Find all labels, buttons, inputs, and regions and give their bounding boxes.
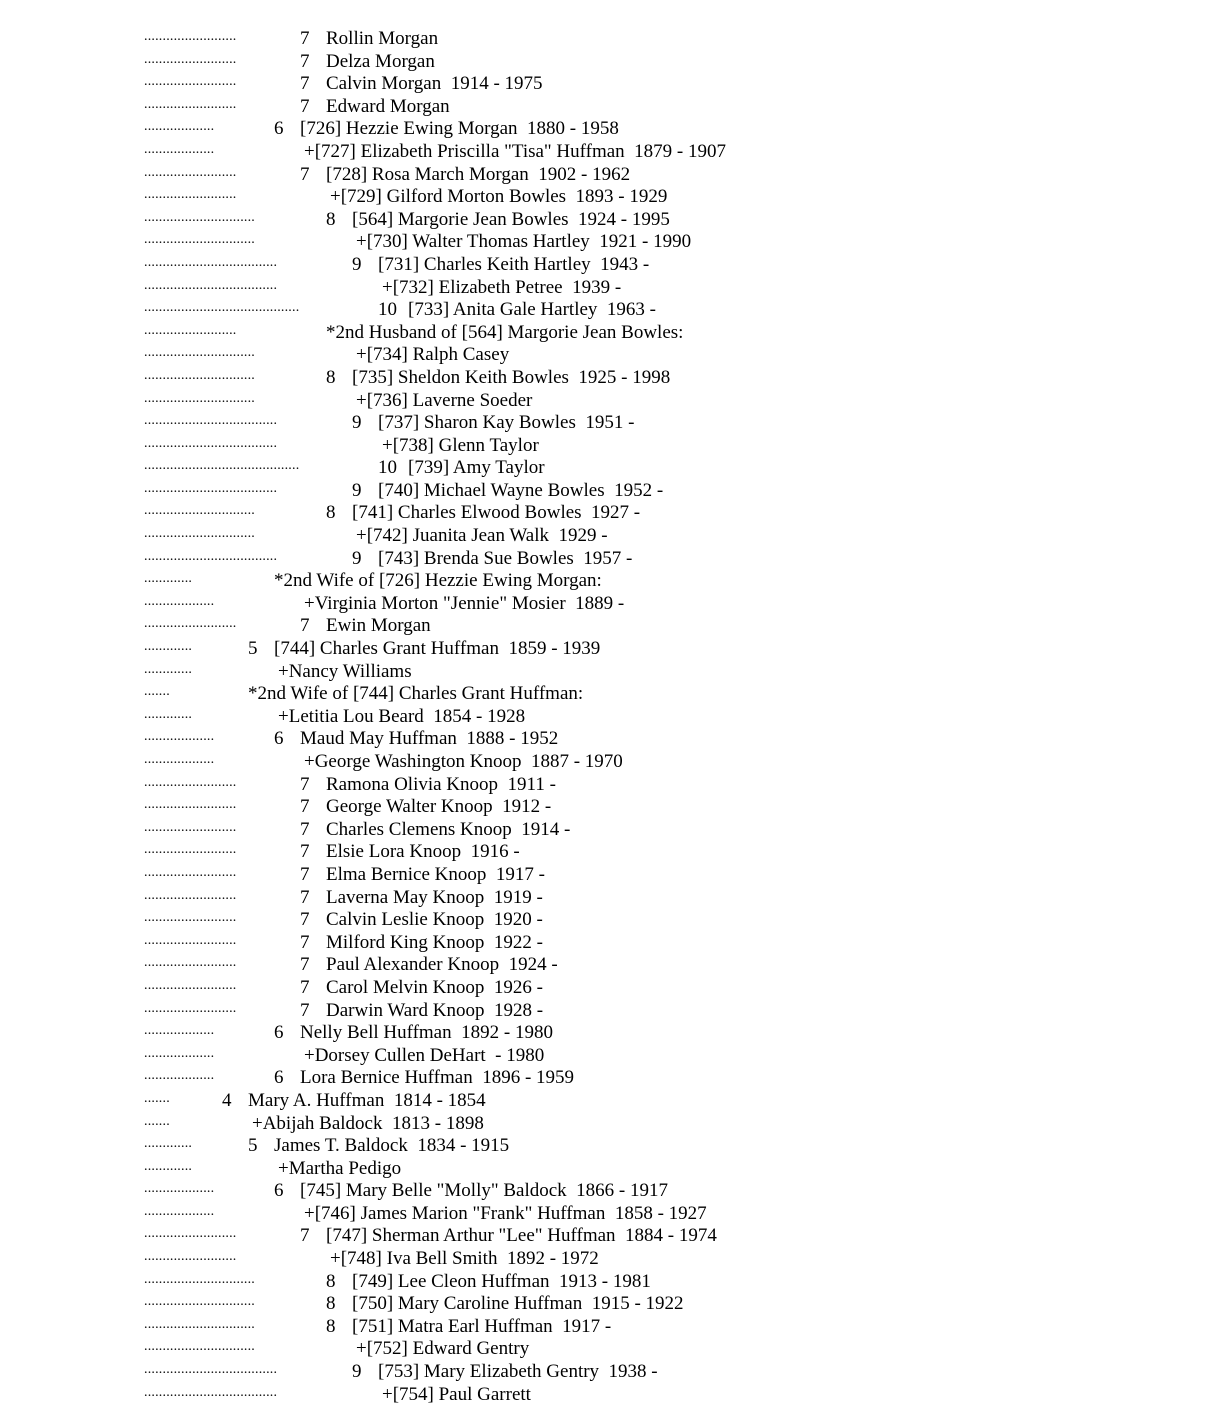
descendant-line — [0, 1135, 1221, 1158]
dot-leader: ................... — [144, 593, 215, 609]
dot-leader: ............. — [144, 1136, 193, 1152]
spouse-line — [0, 277, 1221, 300]
dot-leader: ......................... — [144, 1226, 237, 1242]
person-name: Carol Melvin Knoop 1926 - — [326, 976, 543, 998]
person-name: Mary A. Huffman 1814 - 1854 — [248, 1089, 486, 1111]
spouse-line — [0, 1384, 1221, 1407]
spouse-line — [0, 661, 1221, 684]
dot-leader: ................... — [144, 1023, 215, 1039]
generation-number: 10 — [378, 457, 397, 479]
person-name: Lora Bernice Huffman 1896 - 1959 — [300, 1067, 575, 1089]
descendant-line — [0, 819, 1221, 842]
descendant-line — [0, 457, 1221, 480]
spouse-name: +[736] Laverne Soeder — [356, 389, 533, 411]
dot-leader: .................................... — [144, 413, 278, 429]
descendant-report — [0, 28, 1221, 1406]
generation-number: 9 — [352, 479, 362, 501]
descendant-line — [0, 96, 1221, 119]
dot-leader: ......................... — [144, 864, 237, 880]
dot-leader: .............................. — [144, 1339, 255, 1355]
generation-number: 7 — [300, 73, 310, 95]
dot-leader: ....... — [144, 684, 170, 700]
spouse-name: +[734] Ralph Casey — [356, 344, 510, 366]
generation-number: 7 — [300, 976, 310, 998]
person-name: [751] Matra Earl Huffman 1917 - — [352, 1315, 612, 1337]
dot-leader: ......................... — [144, 616, 237, 632]
spouse-name: +[730] Walter Thomas Hartley 1921 - 1990 — [356, 231, 692, 253]
generation-number: 7 — [300, 999, 310, 1021]
descendant-line — [0, 209, 1221, 232]
generation-number: 7 — [300, 841, 310, 863]
person-name: Maud May Huffman 1888 - 1952 — [300, 728, 559, 750]
dot-leader: ......................... — [144, 164, 237, 180]
person-name: [737] Sharon Kay Bowles 1951 - — [378, 412, 635, 434]
descendant-line — [0, 615, 1221, 638]
note-line — [0, 683, 1221, 706]
generation-number: 7 — [300, 95, 310, 117]
spouse-line — [0, 390, 1221, 413]
descendant-line — [0, 796, 1221, 819]
person-name: James T. Baldock 1834 - 1915 — [274, 1135, 510, 1157]
dot-leader: .................................... — [144, 480, 278, 496]
spouse-line — [0, 525, 1221, 548]
dot-leader: .................................... — [144, 254, 278, 270]
descendant-line — [0, 954, 1221, 977]
spouse-name: +Dorsey Cullen DeHart - 1980 — [304, 1044, 545, 1066]
dot-leader: ................... — [144, 729, 215, 745]
descendant-line — [0, 118, 1221, 141]
generation-number: 7 — [300, 28, 310, 49]
dot-leader: ....... — [144, 1113, 170, 1129]
person-name: Elsie Lora Knoop 1916 - — [326, 841, 520, 863]
generation-number: 5 — [248, 1135, 258, 1157]
dot-leader: ......................... — [144, 774, 237, 790]
dot-leader: .......................................... — [144, 458, 300, 474]
descendant-line — [0, 1271, 1221, 1294]
spouse-line — [0, 1203, 1221, 1226]
dot-leader: .............................. — [144, 209, 255, 225]
spouse-line — [0, 231, 1221, 254]
generation-number: 7 — [300, 163, 310, 185]
dot-leader: ............. — [144, 706, 193, 722]
dot-leader: .............................. — [144, 1316, 255, 1332]
spouse-name: +[746] James Marion "Frank" Huffman 1858 - 1927 — [304, 1202, 707, 1224]
descendant-line — [0, 1022, 1221, 1045]
note-line — [0, 570, 1221, 593]
generation-number: 9 — [352, 412, 362, 434]
person-name: [733] Anita Gale Hartley 1963 - — [408, 299, 656, 321]
descendant-line — [0, 1316, 1221, 1339]
generation-number: 6 — [274, 118, 284, 140]
generation-number: 9 — [352, 1361, 362, 1383]
person-name: Calvin Morgan 1914 - 1975 — [326, 73, 543, 95]
dot-leader: ......................... — [144, 910, 237, 926]
generation-number: 8 — [326, 366, 336, 388]
dot-leader: .................................... — [144, 548, 278, 564]
generation-number: 6 — [274, 728, 284, 750]
generation-number: 7 — [300, 818, 310, 840]
generation-number: 8 — [326, 208, 336, 230]
descendant-line — [0, 887, 1221, 910]
dot-leader: ......................... — [144, 887, 237, 903]
person-name: [564] Margorie Jean Bowles 1924 - 1995 — [352, 208, 670, 230]
spouse-line — [0, 1338, 1221, 1361]
descendant-line — [0, 367, 1221, 390]
spouse-line — [0, 1113, 1221, 1136]
dot-leader: ......................... — [144, 29, 237, 44]
generation-number: 7 — [300, 931, 310, 953]
person-name: [735] Sheldon Keith Bowles 1925 - 1998 — [352, 366, 671, 388]
person-name: Rollin Morgan — [326, 28, 439, 49]
spouse-name: +[752] Edward Gentry — [356, 1338, 530, 1360]
descendant-line — [0, 1090, 1221, 1113]
dot-leader: ................... — [144, 1068, 215, 1084]
descendant-line — [0, 1000, 1221, 1023]
dot-leader: ......................... — [144, 187, 237, 203]
generation-number: 8 — [326, 1315, 336, 1337]
generation-number: 7 — [300, 886, 310, 908]
person-name: Nelly Bell Huffman 1892 - 1980 — [300, 1022, 553, 1044]
person-name: [728] Rosa March Morgan 1902 - 1962 — [326, 163, 631, 185]
dot-leader: ................... — [144, 141, 215, 157]
descendant-line — [0, 1067, 1221, 1090]
dot-leader: ......................... — [144, 51, 237, 67]
dot-leader: ............. — [144, 571, 193, 587]
spouse-line — [0, 751, 1221, 774]
person-name: [750] Mary Caroline Huffman 1915 - 1922 — [352, 1293, 684, 1315]
dot-leader: .............................. — [144, 1271, 255, 1287]
person-name: Elma Bernice Knoop 1917 - — [326, 863, 545, 885]
descendant-line — [0, 932, 1221, 955]
descendant-line — [0, 164, 1221, 187]
person-name: [740] Michael Wayne Bowles 1952 - — [378, 479, 664, 501]
spouse-name: +Letitia Lou Beard 1854 - 1928 — [278, 705, 526, 727]
person-name: [726] Hezzie Ewing Morgan 1880 - 1958 — [300, 118, 619, 140]
generation-number: 7 — [300, 954, 310, 976]
descendant-line — [0, 73, 1221, 96]
dot-leader: ............. — [144, 639, 193, 655]
spouse-name: +[748] Iva Bell Smith 1892 - 1972 — [330, 1248, 599, 1270]
spouse-name: +[732] Elizabeth Petree 1939 - — [382, 276, 622, 298]
generation-number: 8 — [326, 1293, 336, 1315]
person-name: Paul Alexander Knoop 1924 - — [326, 954, 558, 976]
spouse-name: +Virginia Morton "Jennie" Mosier 1889 - — [304, 592, 625, 614]
dot-leader: .......................................... — [144, 300, 300, 316]
descendant-line — [0, 864, 1221, 887]
dot-leader: ......................... — [144, 322, 237, 338]
dot-leader: ................... — [144, 119, 215, 135]
spouse-name: +Nancy Williams — [278, 660, 412, 682]
spouse-line — [0, 706, 1221, 729]
descendant-line — [0, 1180, 1221, 1203]
generation-number: 8 — [326, 1270, 336, 1292]
dot-leader: .............................. — [144, 232, 255, 248]
descendant-line — [0, 548, 1221, 571]
spouse-name: +George Washington Knoop 1887 - 1970 — [304, 751, 623, 772]
generation-number: 8 — [326, 502, 336, 524]
person-name: [744] Charles Grant Huffman 1859 - 1939 — [274, 638, 601, 660]
descendant-line — [0, 638, 1221, 661]
dot-leader: ................... — [144, 1181, 215, 1197]
descendant-line — [0, 51, 1221, 74]
person-name: Delza Morgan — [326, 50, 435, 72]
descendant-line — [0, 1225, 1221, 1248]
person-name: Charles Clemens Knoop 1914 - — [326, 818, 571, 840]
spouse-name: +[738] Glenn Taylor — [382, 434, 539, 456]
person-name: Ewin Morgan — [326, 615, 431, 637]
person-name: [749] Lee Cleon Huffman 1913 - 1981 — [352, 1270, 651, 1292]
spouse-name: +[754] Paul Garrett — [382, 1383, 531, 1405]
spouse-name: +Martha Pedigo — [278, 1157, 402, 1179]
spouse-line — [0, 1045, 1221, 1068]
person-name: [731] Charles Keith Hartley 1943 - — [378, 253, 650, 275]
dot-leader: ............. — [144, 661, 193, 677]
generation-number: 9 — [352, 253, 362, 275]
person-name: Edward Morgan — [326, 95, 450, 117]
spouse-line — [0, 1248, 1221, 1271]
generation-number: 4 — [222, 1089, 232, 1111]
dot-leader: .............................. — [144, 390, 255, 406]
marriage-note: *2nd Wife of [726] Hezzie Ewing Morgan: — [274, 570, 602, 592]
person-name: [743] Brenda Sue Bowles 1957 - — [378, 547, 633, 569]
dot-leader: ......................... — [144, 977, 237, 993]
dot-leader: .............................. — [144, 367, 255, 383]
dot-leader: ......................... — [144, 1249, 237, 1265]
descendant-line — [0, 254, 1221, 277]
spouse-line — [0, 1158, 1221, 1181]
dot-leader: ......................... — [144, 797, 237, 813]
generation-number: 6 — [274, 1180, 284, 1202]
generation-number: 9 — [352, 547, 362, 569]
dot-leader: .................................... — [144, 435, 278, 451]
person-name: Calvin Leslie Knoop 1920 - — [326, 909, 543, 931]
person-name: Ramona Olivia Knoop 1911 - — [326, 773, 556, 795]
descendant-line — [0, 774, 1221, 797]
dot-leader: ................... — [144, 1203, 215, 1219]
person-name: [745] Mary Belle "Molly" Baldock 1866 - 1917 — [300, 1180, 669, 1202]
person-name: [747] Sherman Arthur "Lee" Huffman 1884 - 1974 — [326, 1225, 717, 1247]
person-name: [739] Amy Taylor — [408, 457, 545, 479]
generation-number: 7 — [300, 773, 310, 795]
dot-leader: ......................... — [144, 74, 237, 90]
descendant-line — [0, 28, 1221, 51]
spouse-name: +[729] Gilford Morton Bowles 1893 - 1929 — [330, 186, 668, 208]
dot-leader: ................... — [144, 752, 215, 767]
generation-number: 7 — [300, 1225, 310, 1247]
note-line — [0, 322, 1221, 345]
generation-number: 10 — [378, 299, 397, 321]
descendant-line — [0, 909, 1221, 932]
descendant-line — [0, 728, 1221, 751]
dot-leader: ......................... — [144, 96, 237, 112]
spouse-line — [0, 435, 1221, 458]
descendant-line — [0, 977, 1221, 1000]
dot-leader: .................................... — [144, 277, 278, 293]
dot-leader: .............................. — [144, 503, 255, 519]
spouse-line — [0, 593, 1221, 616]
generation-number: 7 — [300, 863, 310, 885]
person-name: Darwin Ward Knoop 1928 - — [326, 999, 544, 1021]
dot-leader: ......................... — [144, 955, 237, 971]
dot-leader: ......................... — [144, 1000, 237, 1016]
marriage-note: *2nd Wife of [744] Charles Grant Huffman: — [248, 683, 584, 705]
descendant-line — [0, 502, 1221, 525]
descendant-line — [0, 1293, 1221, 1316]
spouse-name: +Abijah Baldock 1813 - 1898 — [252, 1112, 484, 1134]
person-name: Laverna May Knoop 1919 - — [326, 886, 543, 908]
dot-leader: .................................... — [144, 1362, 278, 1378]
descendant-line — [0, 480, 1221, 503]
descendant-line — [0, 299, 1221, 322]
generation-number: 6 — [274, 1067, 284, 1089]
descendant-line — [0, 1361, 1221, 1384]
spouse-line — [0, 344, 1221, 367]
spouse-name: +[727] Elizabeth Priscilla "Tisa" Huffman 1879 - 1907 — [304, 140, 727, 162]
generation-number: 6 — [274, 1022, 284, 1044]
dot-leader: .................................... — [144, 1384, 278, 1400]
descendant-line — [0, 841, 1221, 864]
generation-number: 7 — [300, 796, 310, 818]
descendant-line — [0, 412, 1221, 435]
dot-leader: ................... — [144, 1045, 215, 1061]
dot-leader: ....... — [144, 1090, 170, 1106]
dot-leader: ......................... — [144, 932, 237, 948]
person-name: [741] Charles Elwood Bowles 1927 - — [352, 502, 641, 524]
dot-leader: .............................. — [144, 526, 255, 542]
spouse-line — [0, 141, 1221, 164]
generation-number: 7 — [300, 909, 310, 931]
dot-leader: ............. — [144, 1158, 193, 1174]
marriage-note: *2nd Husband of [564] Margorie Jean Bowles: — [326, 321, 684, 343]
generation-number: 5 — [248, 638, 258, 660]
dot-leader: ......................... — [144, 819, 237, 835]
generation-number: 7 — [300, 50, 310, 72]
dot-leader: .............................. — [144, 1294, 255, 1310]
person-name: Milford King Knoop 1922 - — [326, 931, 543, 953]
spouse-line — [0, 186, 1221, 209]
dot-leader: .............................. — [144, 345, 255, 361]
person-name: [753] Mary Elizabeth Gentry 1938 - — [378, 1361, 658, 1383]
spouse-name: +[742] Juanita Jean Walk 1929 - — [356, 525, 608, 547]
person-name: George Walter Knoop 1912 - — [326, 796, 552, 818]
generation-number: 7 — [300, 615, 310, 637]
dot-leader: ......................... — [144, 842, 237, 858]
